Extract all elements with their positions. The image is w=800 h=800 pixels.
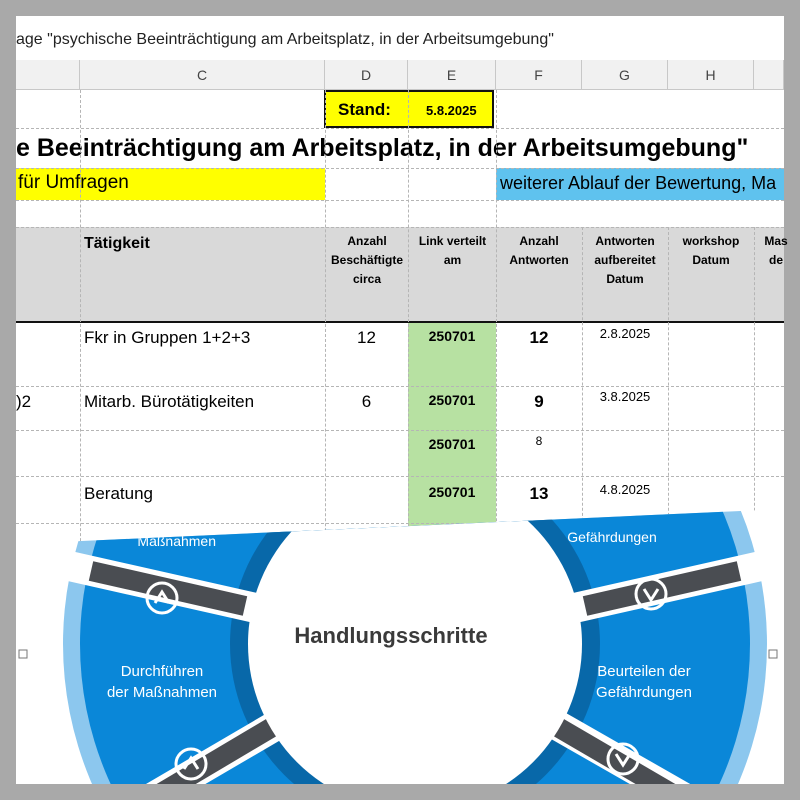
segment-label-left-line2: der Maßnahmen <box>106 684 218 701</box>
formula-bar-text: age "psychische Beeinträchtigung am Arbeitsplatz, in der Arbeitsumgebung" <box>16 31 554 48</box>
row2-taetigkeit[interactable]: Mitarb. Bürotätigkeiten <box>84 392 255 411</box>
header-workshop[interactable]: workshop Datum <box>682 234 740 267</box>
row3-antworten[interactable]: 8 <box>535 434 543 448</box>
grid-line <box>16 168 784 169</box>
banner-ablauf-text: weiterer Ablauf der Bewertung, Ma <box>500 173 777 193</box>
row1-antworten[interactable]: 12 <box>529 328 549 347</box>
header-anzahl-antworten[interactable]: Anzahl Antworten <box>509 234 569 267</box>
segment-label-left-line1: Durchführen <box>120 663 204 680</box>
row1-anzahl[interactable]: 12 <box>357 328 376 347</box>
row4-link[interactable]: 250701 <box>428 484 476 500</box>
resize-handle-left[interactable] <box>19 650 27 658</box>
stand-label: Stand: <box>338 100 391 119</box>
row2-datum[interactable]: 3.8.2025 <box>599 389 651 404</box>
segment-label-right-line1: Beurteilen der <box>597 663 691 680</box>
row4-datum[interactable]: 4.8.2025 <box>599 482 651 497</box>
segment-label-right-line2: Gefährdungen <box>596 684 692 701</box>
resize-handle-right[interactable] <box>769 650 777 658</box>
row2-antworten[interactable]: 9 <box>534 392 544 411</box>
header-mas[interactable]: Mas de <box>764 234 788 267</box>
header-link-verteilt[interactable]: Link verteilt am <box>418 234 487 267</box>
header-taetigkeit[interactable]: Tätigkeit <box>84 235 150 252</box>
header-antworten-aufbereitet[interactable]: Antworten aufbereitet Datum <box>594 234 656 286</box>
header-anzahl-beschaeftigte[interactable]: Anzahl Beschäftigte circa <box>330 234 404 286</box>
column-header-d[interactable]: D <box>325 60 408 90</box>
row4-taetigkeit[interactable]: Beratung <box>84 484 153 503</box>
column-header-c[interactable]: C <box>80 60 325 90</box>
row4-antworten[interactable]: 13 <box>529 484 549 503</box>
banner-umfragen[interactable] <box>16 168 325 200</box>
column-header-blank[interactable] <box>16 60 80 90</box>
row2-prefix[interactable]: )2 <box>16 392 32 411</box>
column-header-e[interactable]: E <box>408 60 496 90</box>
column-header-i[interactable] <box>754 60 784 90</box>
center-label: Handlungsschritte <box>294 623 488 648</box>
sheet-title: e Beeinträchtigung am Arbeitsplatz, in der Arbeitsumgebung" <box>16 134 749 162</box>
row1-link[interactable]: 250701 <box>428 328 476 344</box>
row3-link[interactable]: 250701 <box>428 436 476 452</box>
segment-label-top-left: Maßnahmen <box>137 533 216 549</box>
banner-umfragen-text: für Umfragen <box>18 172 129 193</box>
column-header-f[interactable]: F <box>496 60 582 90</box>
banner-ablauf[interactable] <box>496 168 784 200</box>
row1-datum[interactable]: 2.8.2025 <box>599 326 651 341</box>
row1-taetigkeit[interactable]: Fkr in Gruppen 1+2+3 <box>84 328 251 347</box>
column-header-h[interactable]: H <box>668 60 754 90</box>
stand-date: 5.8.2025 <box>426 103 477 118</box>
screenshot-frame <box>16 16 788 784</box>
spreadsheet[interactable] <box>16 16 788 576</box>
row2-anzahl[interactable]: 6 <box>361 392 372 411</box>
formula-bar[interactable] <box>16 16 784 61</box>
grid-line <box>80 90 81 576</box>
row2-link[interactable]: 250701 <box>428 392 476 408</box>
segment-label-top-right: Gefährdungen <box>567 529 657 545</box>
grid-line <box>16 200 784 201</box>
column-header-g[interactable]: G <box>582 60 668 90</box>
grid-line <box>16 128 784 129</box>
